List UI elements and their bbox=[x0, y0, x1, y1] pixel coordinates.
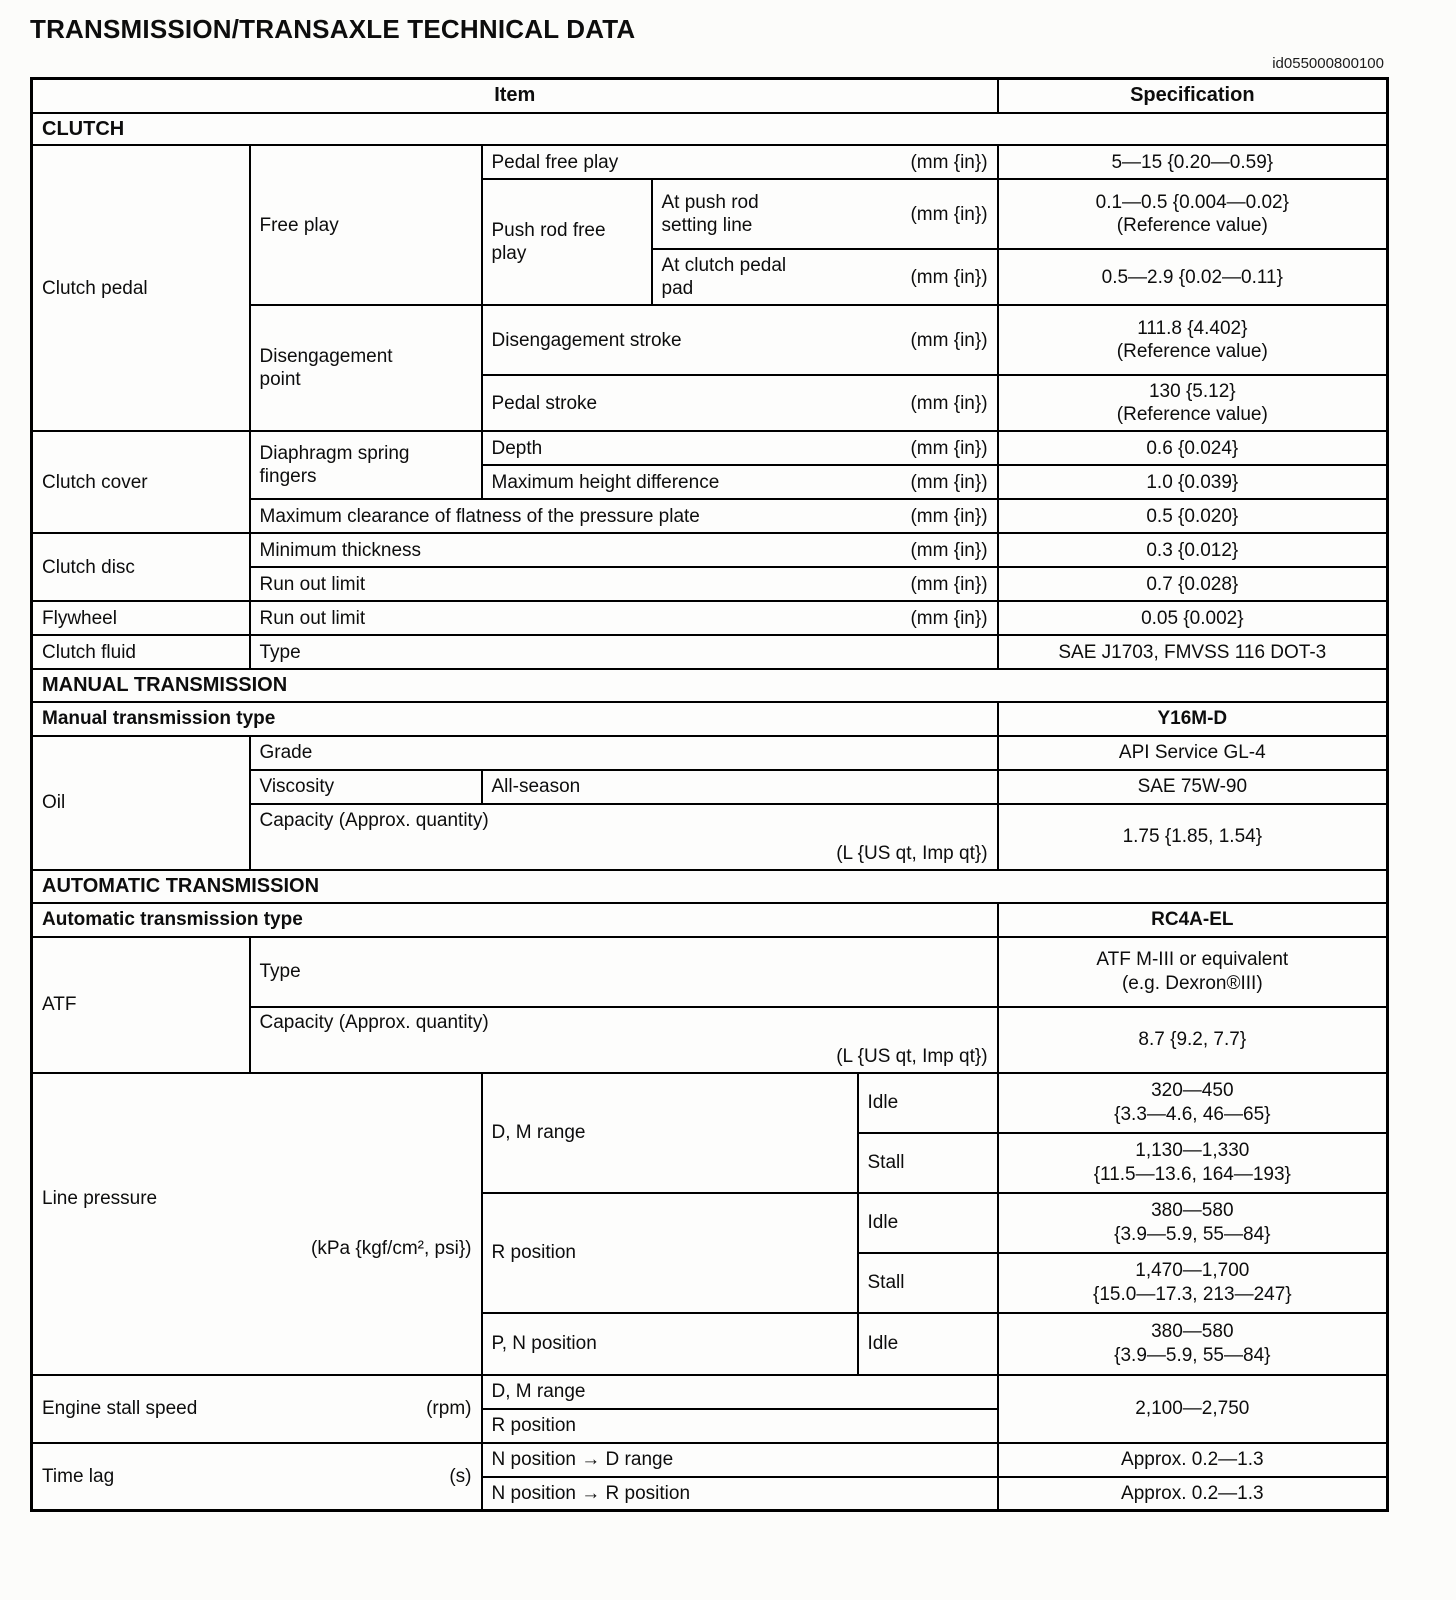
item-label: Engine stall speed bbox=[42, 1398, 198, 1420]
cell-r-stall: Stall bbox=[858, 1253, 998, 1313]
item-label: Depth bbox=[491, 437, 543, 459]
cell-automatic-transmission-type: Automatic transmission type bbox=[32, 903, 998, 937]
unit-mm-in: (mm {in}) bbox=[910, 539, 988, 561]
cell-depth bbox=[482, 431, 998, 465]
manual-page bbox=[30, 0, 1386, 1512]
spec-note: (e.g. Dexron®III) bbox=[1121, 972, 1263, 994]
spec-maximum-clearance: 0.5 {0.020} bbox=[998, 499, 1388, 533]
item-label: Pedal free play bbox=[491, 151, 619, 173]
unit-seconds: (s) bbox=[449, 1465, 472, 1487]
spec-manual-transmission-type: Y16M-D bbox=[998, 702, 1388, 736]
spec-automatic-transmission-type: RC4A-EL bbox=[998, 903, 1388, 937]
cell-clutch-fluid: Clutch fluid bbox=[32, 635, 250, 669]
page-title: TRANSMISSION/TRANSAXLE TECHNICAL DATA bbox=[30, 14, 636, 44]
item-label: Maximum height difference bbox=[491, 471, 720, 493]
cell-minimum-thickness bbox=[250, 533, 998, 567]
cell-time-lag bbox=[32, 1443, 482, 1511]
spec-sub: {3.9—5.9, 55—84} bbox=[1114, 1344, 1271, 1366]
unit-kpa: (kPa {kgf/cm², psi}) bbox=[311, 1237, 472, 1259]
unit-mm-in: (mm {in}) bbox=[910, 607, 988, 629]
cell-maximum-clearance bbox=[250, 499, 998, 533]
spec-time-lag-n-to-d: Approx. 0.2—1.3 bbox=[998, 1443, 1388, 1477]
cell-pedal-free-play bbox=[482, 145, 998, 179]
spec-oil-grade: API Service GL-4 bbox=[998, 736, 1388, 770]
cell-maximum-height-difference bbox=[482, 465, 998, 499]
cell-atf-type: Type bbox=[250, 937, 998, 1007]
cell-dm-range: D, M range bbox=[482, 1073, 858, 1193]
spec-value: 0.1—0.5 {0.004—0.02} bbox=[1095, 191, 1289, 213]
cell-pn-idle: Idle bbox=[858, 1313, 998, 1375]
cell-manual-transmission-type: Manual transmission type bbox=[32, 702, 998, 736]
unit-mm-in: (mm {in}) bbox=[910, 329, 988, 351]
item-label: Capacity (Approx. quantity) bbox=[259, 809, 489, 831]
cell-oil: Oil bbox=[32, 736, 250, 870]
spec-value: ATF M-III or equivalent bbox=[1096, 949, 1289, 971]
spec-value: 130 {5.12} bbox=[1148, 380, 1236, 402]
item-label: Time lag bbox=[42, 1465, 115, 1487]
spec-engine-stall-speed: 2,100—2,750 bbox=[998, 1375, 1388, 1443]
item-label: Run out limit bbox=[259, 573, 366, 595]
item-label: At clutch pedal pad bbox=[661, 254, 787, 300]
spec-line-pressure-pn-idle bbox=[998, 1313, 1388, 1375]
item-label: Run out limit bbox=[259, 607, 366, 629]
unit-mm-in: (mm {in}) bbox=[910, 505, 988, 527]
unit-mm-in: (mm {in}) bbox=[910, 203, 988, 225]
spec-at-clutch-pedal-pad: 0.5—2.9 {0.02—0.11} bbox=[998, 249, 1388, 305]
spec-oil-capacity: 1.75 {1.85, 1.54} bbox=[998, 804, 1388, 870]
cell-oil-capacity bbox=[250, 804, 998, 870]
spec-note: (Reference value) bbox=[1116, 215, 1268, 237]
spec-pedal-stroke bbox=[998, 375, 1388, 431]
cell-engine-stall-speed bbox=[32, 1375, 482, 1443]
cell-clutch-disc: Clutch disc bbox=[32, 533, 250, 601]
cell-at-push-rod-setting-line bbox=[652, 179, 998, 249]
cell-pn-position: P, N position bbox=[482, 1313, 858, 1375]
spec-note: (Reference value) bbox=[1116, 341, 1268, 363]
spec-disengagement-stroke bbox=[998, 305, 1388, 375]
cell-clutch-fluid-type: Type bbox=[250, 635, 998, 669]
unit-mm-in: (mm {in}) bbox=[910, 392, 988, 414]
cell-atf: ATF bbox=[32, 937, 250, 1073]
item-label: Disengagement stroke bbox=[491, 329, 682, 351]
spec-at-push-rod-setting-line bbox=[998, 179, 1388, 249]
cell-at-clutch-pedal-pad bbox=[652, 249, 998, 305]
spec-value: 380—580 bbox=[1151, 1321, 1234, 1343]
unit-mm-in: (mm {in}) bbox=[910, 266, 988, 288]
spec-sub: {3.3—4.6, 46—65} bbox=[1114, 1103, 1271, 1125]
cell-lag-n-to-r: N position → R position bbox=[482, 1477, 998, 1511]
cell-r-idle: Idle bbox=[858, 1193, 998, 1253]
spec-run-out-limit: 0.7 {0.028} bbox=[998, 567, 1388, 601]
spec-line-pressure-r-stall bbox=[998, 1253, 1388, 1313]
section-heading-manual-transmission: MANUAL TRANSMISSION bbox=[32, 669, 1388, 702]
unit-liters: (L {US qt, Imp qt}) bbox=[836, 1045, 988, 1067]
spec-pedal-free-play: 5—15 {0.20—0.59} bbox=[998, 145, 1388, 179]
cell-all-season: All-season bbox=[482, 770, 998, 804]
cell-flywheel: Flywheel bbox=[32, 601, 250, 635]
cell-clutch-pedal: Clutch pedal bbox=[32, 145, 250, 431]
spec-line-pressure-dm-idle bbox=[998, 1073, 1388, 1133]
section-heading-automatic-transmission: AUTOMATIC TRANSMISSION bbox=[32, 870, 1388, 903]
spec-maximum-height-difference: 1.0 {0.039} bbox=[998, 465, 1388, 499]
cell-push-rod-free-play: Push rod free play bbox=[482, 179, 652, 305]
spec-value: 1,470—1,700 bbox=[1135, 1260, 1250, 1282]
spec-value: 111.8 {4.402} bbox=[1137, 317, 1248, 339]
cell-r-position: R position bbox=[482, 1193, 858, 1313]
spec-line-pressure-r-idle bbox=[998, 1193, 1388, 1253]
column-header-specification: Specification bbox=[998, 79, 1388, 113]
cell-clutch-cover: Clutch cover bbox=[32, 431, 250, 533]
unit-liters: (L {US qt, Imp qt}) bbox=[836, 843, 988, 865]
spec-minimum-thickness: 0.3 {0.012} bbox=[998, 533, 1388, 567]
spec-sub: {15.0—17.3, 213—247} bbox=[1093, 1283, 1292, 1305]
spec-atf-type bbox=[998, 937, 1388, 1007]
spec-depth: 0.6 {0.024} bbox=[998, 431, 1388, 465]
spec-clutch-fluid-type: SAE J1703, FMVSS 116 DOT-3 bbox=[998, 635, 1388, 669]
cell-run-out-limit bbox=[250, 567, 998, 601]
technical-data-table bbox=[30, 77, 1389, 1512]
unit-mm-in: (mm {in}) bbox=[910, 437, 988, 459]
spec-time-lag-n-to-r: Approx. 0.2—1.3 bbox=[998, 1477, 1388, 1511]
item-label: Maximum clearance of flatness of the pressure plate bbox=[259, 505, 700, 527]
item-label: Capacity (Approx. quantity) bbox=[259, 1012, 489, 1034]
spec-sub: {3.9—5.9, 55—84} bbox=[1114, 1223, 1271, 1245]
item-label: Line pressure bbox=[42, 1188, 158, 1210]
section-heading-clutch: CLUTCH bbox=[32, 113, 1388, 146]
item-label: At push rod setting line bbox=[661, 191, 759, 237]
cell-lag-n-to-d: N position → D range bbox=[482, 1443, 998, 1477]
item-label: Pedal stroke bbox=[491, 392, 598, 414]
spec-sub: {11.5—13.6, 164—193} bbox=[1093, 1163, 1291, 1185]
cell-oil-viscosity: Viscosity bbox=[250, 770, 482, 804]
spec-value: 1,130—1,330 bbox=[1135, 1140, 1250, 1162]
column-header-item: Item bbox=[32, 79, 998, 113]
spec-value: 380—580 bbox=[1151, 1200, 1234, 1222]
cell-disengagement-point bbox=[250, 305, 482, 431]
unit-mm-in: (mm {in}) bbox=[910, 471, 988, 493]
unit-mm-in: (mm {in}) bbox=[910, 573, 988, 595]
unit-rpm: (rpm) bbox=[426, 1398, 472, 1420]
unit-mm-in: (mm {in}) bbox=[910, 151, 988, 173]
cell-flywheel-run-out-limit bbox=[250, 601, 998, 635]
cell-oil-grade: Grade bbox=[250, 736, 998, 770]
cell-pedal-stroke bbox=[482, 375, 998, 431]
spec-line-pressure-dm-stall bbox=[998, 1133, 1388, 1193]
cell-line-pressure bbox=[32, 1073, 482, 1375]
cell-free-play: Free play bbox=[250, 145, 482, 305]
item-label: Minimum thickness bbox=[259, 539, 422, 561]
spec-flywheel-run-out-limit: 0.05 {0.002} bbox=[998, 601, 1388, 635]
cell-atf-capacity bbox=[250, 1007, 998, 1073]
spec-value: 320—450 bbox=[1151, 1080, 1234, 1102]
cell-dm-stall: Stall bbox=[858, 1133, 998, 1193]
spec-atf-capacity: 8.7 {9.2, 7.7} bbox=[998, 1007, 1388, 1073]
cell-disengagement-stroke bbox=[482, 305, 998, 375]
cell-diaphragm-spring-fingers: Diaphragm spring fingers bbox=[250, 431, 482, 499]
spec-oil-viscosity: SAE 75W-90 bbox=[998, 770, 1388, 804]
spec-note: (Reference value) bbox=[1116, 404, 1268, 426]
cell-stall-r-position: R position bbox=[482, 1409, 998, 1443]
item-label: Disengagement point bbox=[259, 345, 393, 391]
cell-dm-idle: Idle bbox=[858, 1073, 998, 1133]
document-id: id055000800100 bbox=[1272, 55, 1384, 72]
cell-stall-dm-range: D, M range bbox=[482, 1375, 998, 1409]
